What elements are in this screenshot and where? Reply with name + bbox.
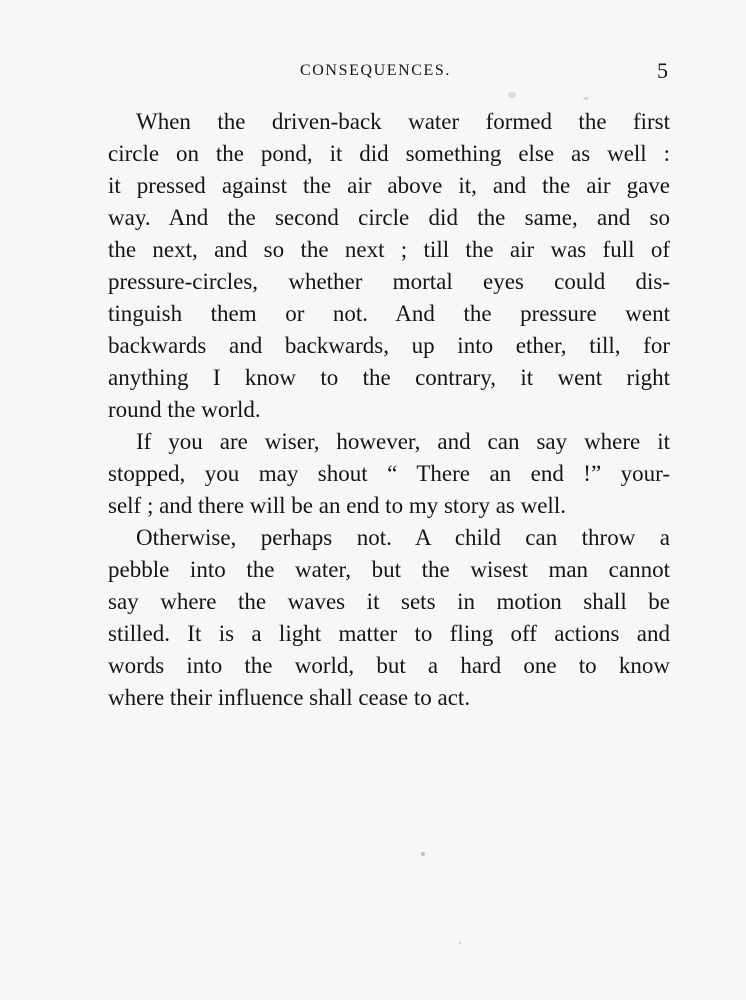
- text-line: stopped, you may shout “ There an end !” your-: [108, 461, 670, 486]
- paragraph-2: [108, 426, 670, 522]
- body-text: [108, 106, 670, 714]
- text-line: pressure-circles, whether mortal eyes could dis-: [108, 269, 670, 294]
- text-line: Otherwise, perhaps not. A child can throw a: [136, 525, 670, 550]
- paper-speck: [583, 97, 589, 100]
- text-line: words into the world, but a hard one to know: [108, 653, 670, 678]
- text-line: anything I know to the contrary, it went right: [108, 365, 670, 390]
- paragraph-3: [108, 522, 670, 714]
- paper-speck: [508, 92, 516, 98]
- paper-speck: [421, 852, 425, 856]
- running-title: CONSEQUENCES.: [300, 62, 452, 79]
- text-line: If you are wiser, however, and can say where it: [136, 429, 670, 454]
- text-line: pebble into the water, but the wisest man cannot: [108, 557, 670, 582]
- text-line: self ; and there will be an end to my story as well.: [108, 493, 566, 518]
- paper-speck: [459, 942, 461, 944]
- text-line: way. And the second circle did the same, and so: [108, 205, 670, 230]
- text-line: round the world.: [108, 397, 261, 422]
- text-line: backwards and backwards, up into ether, till, for: [108, 333, 670, 358]
- text-line: When the driven-back water formed the first: [136, 109, 670, 134]
- text-line: the next, and so the next ; till the air was full of: [108, 237, 670, 262]
- text-line: tinguish them or not. And the pressure went: [108, 301, 670, 326]
- text-line: it pressed against the air above it, and the air gave: [108, 173, 670, 198]
- text-line: where their influence shall cease to act.: [108, 685, 471, 710]
- text-line: stilled. It is a light matter to fling off actions and: [108, 621, 670, 646]
- text-line: say where the waves it sets in motion shall be: [108, 589, 670, 614]
- paragraph-1: [108, 106, 670, 426]
- page-number: 5: [657, 58, 668, 83]
- text-line: circle on the pond, it did something else as well :: [108, 141, 670, 166]
- running-head: [300, 58, 668, 88]
